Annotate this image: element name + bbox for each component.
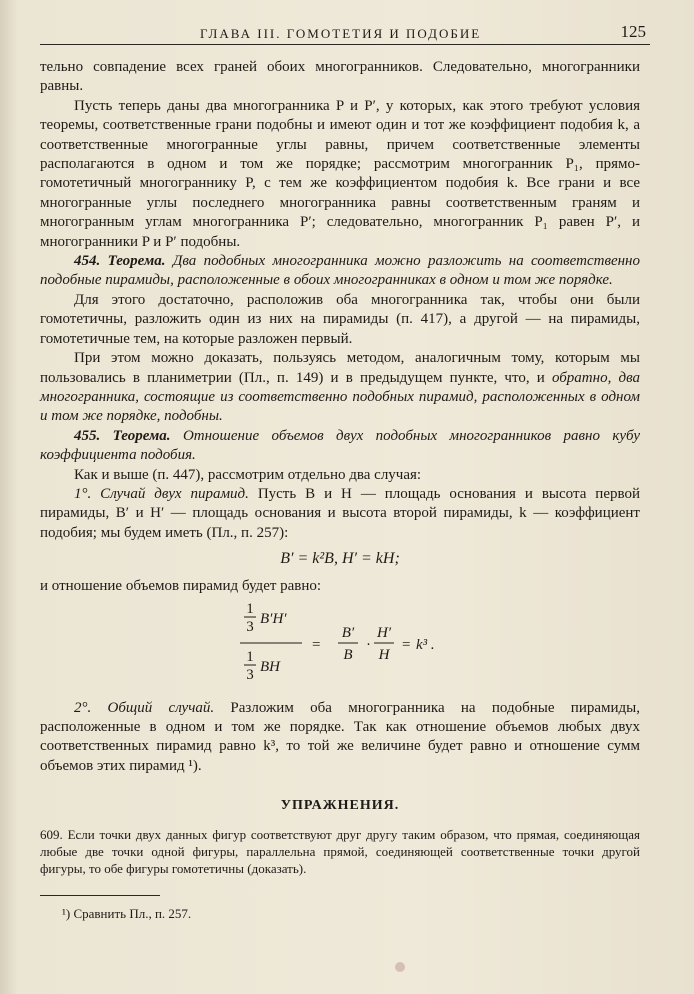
page-body [40,58,640,923]
h-prime: H′ [376,624,392,641]
paragraph-converse [40,349,640,427]
k-cubed: k³ . [416,636,435,653]
bottom-denominator-three: 3 [246,666,254,683]
exercise-609: 609. Если точки двух данных фигур соответствуют друг другу таким образом, что прямая, соединяющая любые две точки одной фигуры, параллельна прямой, соединяющей соответственные точки другой фигуры, то обе фигуры гомотетичны (доказать). [40,826,640,876]
paragraph-two-cases: Как и выше (п. 447), рассмотрим отдельно два случая: [74,466,422,483]
bottom-numerator-one: 1 [246,648,254,665]
paragraph-proof: Пусть теперь даны два многогранника P и P′, у которых, как этого требуют условия теоремы, соответственные грани подобны и имеют один и тот же коэффициент подобия k, а соответственные многогранные углы равны, причем соответственные элементы располагаются в одном и том же порядке; рассмотрим многогранник P₁, прямо-гомотетичный многограннику P, с тем же коэффициентом подобия k. Все грани и все многогранные углы последнего многогранника равны соответственным граням и многогранным углам многогранника P′; следовательно, многогранник P₁ равен P′, и многогранники P и P′ подобны. [40,97,640,250]
exercises-heading: УПРАЖНЕНИЯ. [280,798,400,814]
theorem-455 [40,427,640,466]
theorem-454-statement: Два подобных многогранника можно разложить на соответственно подобные пирамиды, расположенные в обоих многогранниках в одном и том же порядке. [40,253,640,289]
case-1-text: Пусть B и H — площадь основания и высота первой пирамиды, B′ и H′ — площадь основания и высота второй пирамиды, k — коэффициент подобия; мы будем иметь (Пл., п. 257): [40,485,640,541]
page-number: 125 [620,22,646,41]
running-title: ГЛАВА III. ГОМОТЕТИЯ И ПОДОБИЕ [200,26,482,41]
case-2-text: Разложим оба многогранника на подобные пирамиды, расположенные в одном и том же порядке. Так как отношение объемов любых двух соответственных пирамид равно k³, то той же величине будет равно и отношение сумм объемов этих пирамид ¹). [40,699,640,774]
page-header [40,22,650,45]
paragraph-decomposition: Для этого достаточно, расположив оба многогранника так, чтобы они были гомотетичны, разложить один из них на пирамиды (п. 417), а другой — на пирамиды, гомотетичные тем, на которые разложен первый. [40,291,640,347]
b-base: B [343,646,353,663]
converse-statement: обратно, два многогранника, состоящие из соответственно подобных пирамид, расположенных в одном и том же порядке, подобны. [40,369,640,425]
case-2 [40,699,640,777]
paragraph-ratio-intro: и отношение объемов пирамид будет равно: [40,578,322,595]
volume-ratio-svg [40,599,640,691]
theorem-455-label: 455. Теорема. [74,427,171,444]
top-variables: B′H′ [260,610,287,627]
multiply-dot: · [366,636,371,653]
converse-intro: При этом можно доказать, пользуясь методом, аналогичным тому, которым мы пользовались в планиметрии (Пл., п. 149) и в предыдущем пункте, что, и [40,350,640,386]
case-2-label: 2°. Общий случай. [74,699,215,716]
top-denominator-three: 3 [246,618,254,635]
theorem-454-label: 454. Теорема. [74,253,166,270]
top-numerator-one: 1 [246,600,254,617]
paragraph-continuation: тельно совпадение всех граней обоих многогранников. Следовательно, многогранники равны. [40,59,640,95]
equals-sign-2: = [402,636,411,653]
footnote: ¹) Сравнить Пл., п. 257. [62,905,192,921]
case-1-label: 1°. Случай двух пирамид. [74,485,249,502]
case-1 [40,485,640,543]
volume-ratio-formula [40,599,640,691]
b-prime: B′ [341,624,355,641]
equals-sign-1: = [312,636,321,653]
theorem-454 [40,252,640,291]
bottom-variables: BH [260,658,280,675]
page-stain [395,962,405,972]
theorem-455-statement: Отношение объемов двух подобных многогранников равно кубу коэффициента подобия. [40,427,641,464]
h-base: H [378,646,390,663]
footnote-divider [40,895,160,896]
formula-area-height: B′ = k²B, H′ = kH; [280,550,400,568]
